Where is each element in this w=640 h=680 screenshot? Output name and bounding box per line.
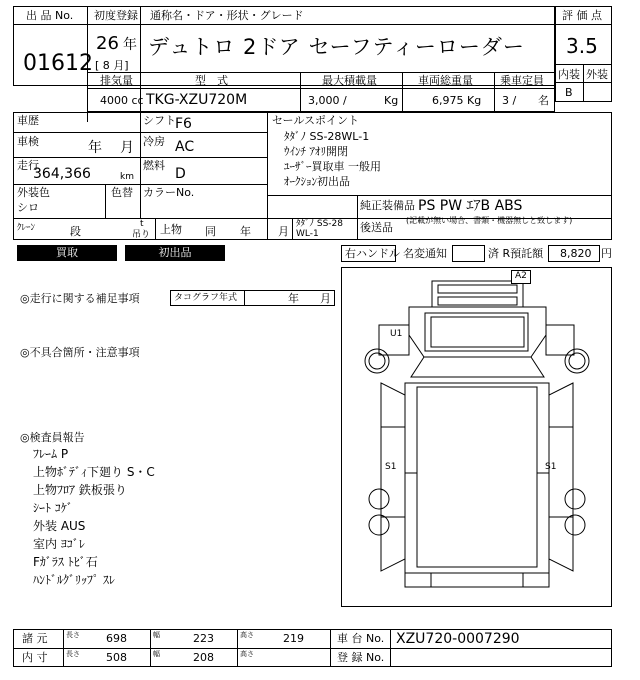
history-label: 車歴	[17, 114, 39, 127]
inspection-month: 月	[120, 140, 134, 156]
registration-year: 26	[96, 33, 119, 54]
capacity-label: 乗車定員	[500, 74, 544, 87]
travel-notes-label: ◎走行に関する補足事項	[20, 292, 140, 305]
spec-width-label: 幅	[153, 631, 160, 639]
model-label: 型 式	[195, 74, 228, 87]
inner-width-label: 幅	[153, 650, 160, 658]
name-change-label: 名変通知	[403, 247, 447, 260]
cc-value: 4000 cc	[100, 94, 144, 107]
inspection-label: 車検	[17, 135, 39, 148]
damage-mark-s1-right: S1	[545, 462, 557, 472]
cooler-value: AC	[175, 139, 195, 155]
damage-mark-s1-left: S1	[385, 462, 397, 472]
inspection-year: 年	[88, 140, 102, 156]
truck-diagram	[341, 267, 612, 607]
tacho-month: 月	[320, 292, 331, 305]
tacho-label: タコグラフ年式	[174, 293, 238, 303]
sales-point-1: ﾀﾀﾞﾉ SS-28WL-1	[284, 130, 370, 143]
inspector-item-1: ﾌﾚｰﾑ P	[33, 447, 69, 461]
exterior-grade-label: 外装	[586, 68, 608, 81]
lot-number-label: 出 品 No.	[26, 9, 74, 22]
capacity-value: 3 /	[502, 94, 517, 107]
inspector-item-2: 上物ﾎﾞﾃﾞｨ下廻り S・C	[33, 465, 155, 479]
exterior-color-label: 外装色	[17, 186, 50, 199]
interior-grade-label: 内装	[558, 68, 580, 81]
tacho-year: 年	[288, 292, 299, 305]
spec-height: 219	[283, 632, 304, 645]
spec-width: 223	[193, 632, 214, 645]
registration-month: [ 8 月]	[95, 59, 129, 72]
color-change-label: 色替	[111, 186, 133, 199]
fuel-value: D	[175, 166, 186, 182]
sales-point-3: ﾕｰｻﾞｰ買取車 一般用	[284, 160, 381, 173]
crane-ton-suffix: 吊り	[132, 230, 151, 240]
recycle-unit: 円	[601, 247, 612, 260]
crane-label: ｸﾚｰﾝ	[17, 223, 36, 233]
max-load-unit: Kg	[384, 94, 399, 107]
registration-no-label: 登 録 No.	[337, 651, 385, 664]
inspector-item-6: 室内 ﾖｺﾞﾚ	[33, 537, 85, 551]
spec-dimensions-label: 諸 元	[22, 632, 48, 645]
aftermarket-note: (記載が無い場合、書類・機器無しと致します)	[406, 216, 573, 225]
max-load-value: 3,000 /	[308, 94, 347, 107]
sales-point-2: ｳｲﾝﾁ ｱｵﾘ開閉	[284, 145, 348, 158]
chassis-no-label: 車 台 No.	[337, 632, 385, 645]
lot-number: 01612	[23, 51, 93, 76]
mount-same: 同	[205, 225, 216, 238]
mount-month: 月	[278, 225, 289, 238]
equipment-label: 純正装備品	[360, 199, 415, 212]
mount-year: 年	[240, 225, 251, 238]
score-value: 3.5	[566, 34, 598, 58]
damage-mark-a2: A2	[515, 271, 527, 281]
cooler-label: 冷房	[143, 135, 165, 148]
mount-model: WL-1	[296, 229, 319, 239]
spec-length: 698	[106, 632, 127, 645]
inner-dimensions-label: 内 寸	[22, 651, 48, 664]
equipment-value: PS PW ｴｱB ABS	[418, 198, 523, 214]
inspector-report-label: ◎検査員報告	[20, 431, 85, 444]
inspector-item-5: 外装 AUS	[33, 519, 86, 533]
inspector-item-4: ｼｰﾄ ｺｹﾞ	[33, 501, 73, 515]
shift-label: シフト	[143, 114, 176, 127]
chassis-no: XZU720-0007290	[396, 631, 520, 647]
first-registration-label: 初度登録	[94, 9, 138, 22]
inspector-item-7: Fｶﾞﾗｽ ﾄﾋﾞ石	[33, 555, 98, 569]
recycle-amount: 8,820	[560, 247, 592, 260]
mileage-label: 走行	[17, 159, 39, 172]
cc-label: 排気量	[100, 74, 133, 87]
spec-length-label: 長さ	[66, 631, 80, 639]
score-label: 評 価 点	[562, 9, 602, 22]
gross-weight-value: 6,975 Kg	[432, 94, 482, 107]
inner-length: 508	[106, 651, 127, 664]
name-change-box	[452, 245, 485, 262]
inner-height-label: 高さ	[240, 650, 254, 658]
exterior-color: シロ	[17, 201, 39, 214]
interior-grade: B	[565, 86, 573, 99]
fuel-label: 燃料	[143, 159, 165, 172]
crane-ton: t	[140, 219, 144, 229]
damage-mark-u1: U1	[390, 329, 403, 339]
capacity-unit: 名	[538, 94, 549, 107]
registration-year-unit: 年	[123, 37, 137, 53]
defect-notes-label: ◎不具合箇所・注意事項	[20, 346, 140, 359]
buy-tag: 買取	[17, 245, 117, 261]
inner-length-label: 長さ	[66, 650, 80, 658]
gross-weight-label: 車両総重量	[418, 74, 473, 87]
mount-maker: ﾀﾀﾞﾉ SS-28	[296, 219, 343, 229]
shift-value: F6	[175, 116, 192, 132]
color-number-label: カラーNo.	[143, 186, 195, 199]
inspector-item-8: ﾊﾝﾄﾞﾙｸﾞﾘｯﾌﾟ ｽﾚ	[33, 573, 115, 587]
max-load-label: 最大積載量	[322, 74, 377, 87]
inspector-item-3: 上物ﾌﾛｱ 鉄板張り	[33, 483, 127, 497]
first-listing-tag: 初出品	[125, 245, 225, 261]
spec-height-label: 高さ	[240, 631, 254, 639]
mileage-unit: km	[120, 172, 134, 182]
aftermarket-label: 後送品	[360, 221, 393, 234]
inner-width: 208	[193, 651, 214, 664]
vehicle-title: デュトロ 2ドア セーフティーローダー	[148, 35, 525, 59]
sales-point-label: セールスポイント	[272, 114, 360, 127]
mount-label: 上物	[160, 223, 182, 236]
crane-stage: 段	[70, 225, 81, 238]
sales-point-4: ｵｰｸｼｮﾝ初出品	[284, 175, 350, 188]
vehicle-name-label: 通称名・ドア・形状・グレード	[150, 9, 304, 22]
mileage-value: 364,366	[33, 166, 91, 182]
steering: 右ハンドル	[345, 247, 400, 260]
recycle-label: 済 R預託額	[488, 247, 544, 260]
model-value: TKG-XZU720M	[146, 92, 248, 108]
